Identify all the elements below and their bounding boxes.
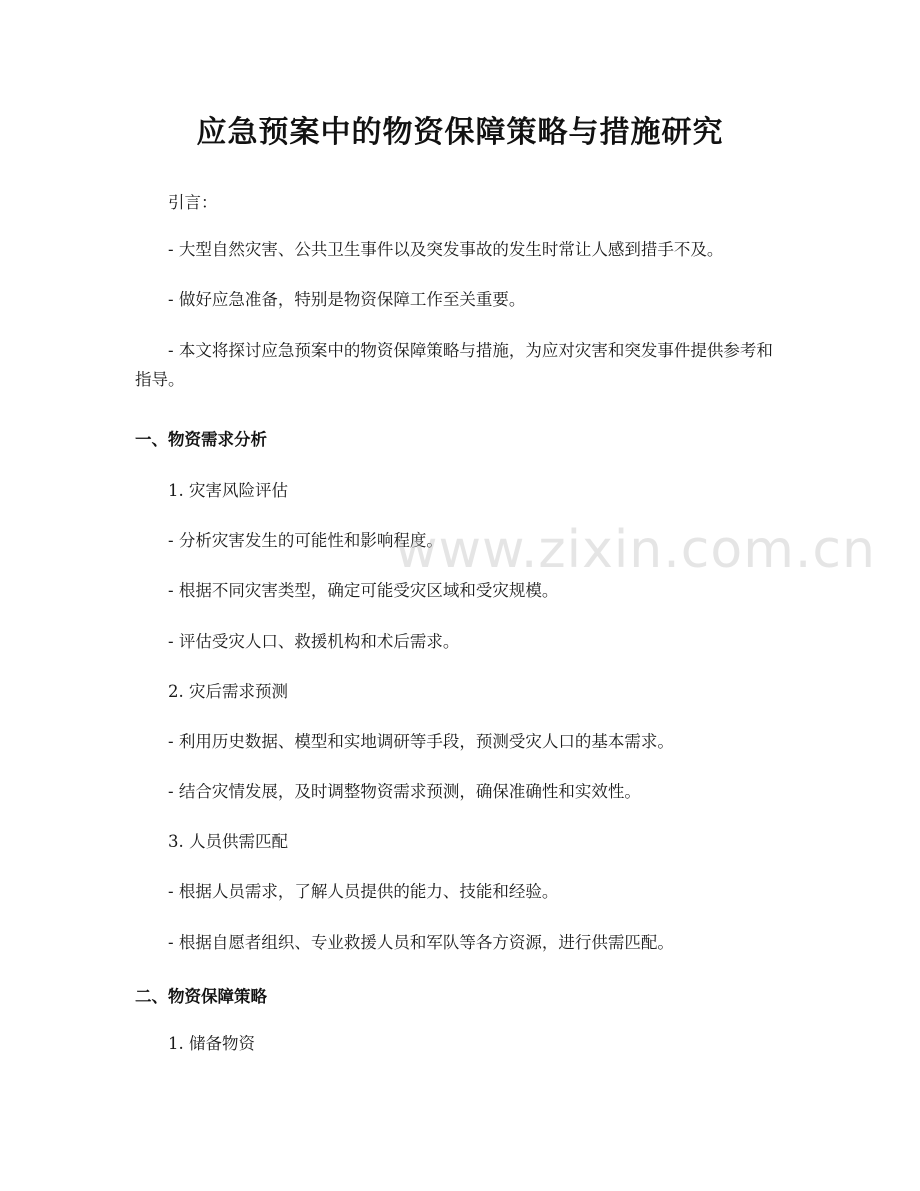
intro-line-2: - 做好应急准备，特别是物资保障工作至关重要。 [168, 290, 526, 309]
document-title: 应急预案中的物资保障策略与措施研究 [196, 115, 724, 150]
section1-sub2-line-1: - 利用历史数据、模型和实地调研等手段，预测受灾人口的基本需求。 [168, 732, 674, 751]
section1-sub1-line-3: - 评估受灾人口、救援机构和术后需求。 [168, 632, 460, 651]
section1-sub3-line-2: - 根据自愿者组织、专业救援人员和军队等各方资源，进行供需匹配。 [168, 933, 674, 952]
section1-sub2-title: 2. 灾后需求预测 [168, 682, 288, 701]
section1-heading: 一、物资需求分析 [135, 430, 267, 449]
section1-sub3-title: 3. 人员供需匹配 [168, 832, 288, 851]
intro-line-3: - 本文将探讨应急预案中的物资保障策略与措施，为应对灾害和突发事件提供参考和指导。 [135, 341, 773, 389]
section1-sub1-line-1: - 分析灾害发生的可能性和影响程度。 [168, 531, 443, 550]
section1-sub3-line-1: - 根据人员需求，了解人员提供的能力、技能和经验。 [168, 882, 559, 901]
intro-line-1: - 大型自然灾害、公共卫生事件以及突发事故的发生时常让人感到措手不及。 [168, 240, 724, 259]
watermark: www.zixin.com.cn [395, 520, 876, 580]
section1-sub1-line-2: - 根据不同灾害类型，确定可能受灾区域和受灾规模。 [168, 581, 559, 600]
section2-heading: 二、物资保障策略 [135, 987, 267, 1006]
section2-sub1-title: 1. 储备物资 [168, 1034, 255, 1053]
section1-sub2-line-2: - 结合灾情发展，及时调整物资需求预测，确保准确性和实效性。 [168, 782, 641, 801]
intro-label: 引言： [168, 193, 218, 212]
section1-sub1-title: 1. 灾害风险评估 [168, 481, 288, 500]
